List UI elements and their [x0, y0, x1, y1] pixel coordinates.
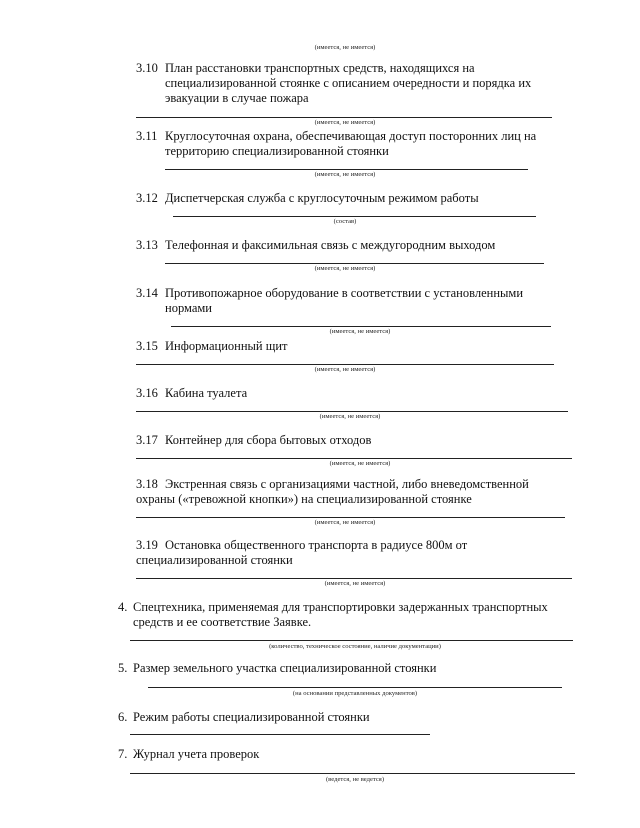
- fill-in-line: [130, 640, 573, 641]
- item-text-line: Противопожарное оборудование в соответствии с установленными: [165, 286, 524, 300]
- item-number: 3.14: [136, 286, 158, 300]
- item-number: 3.11: [136, 129, 158, 143]
- item-text-line: специализированной стоянки: [136, 553, 293, 567]
- field-caption: (имеется, не имеется): [314, 119, 376, 126]
- item-number: 3.13: [136, 238, 158, 252]
- item-text-line: территорию специализированной стоянки: [165, 144, 389, 158]
- top-caption: (имеется, не имеется): [314, 44, 376, 51]
- item-text-line: Экстренная связь с организациями частной, либо вневедомственной: [165, 477, 529, 491]
- section-number: 7.: [118, 747, 128, 761]
- item-number: 3.10: [136, 61, 158, 75]
- section-text-line: Спецтехника, применяемая для транспортировки задержанных транспортных: [133, 600, 548, 614]
- field-caption: (имеется, не имеется): [324, 580, 386, 587]
- item-text-line: охраны («тревожной кнопки») на специализированной стоянке: [136, 492, 472, 506]
- item-text-line: эвакуации в случае пожара: [165, 91, 309, 105]
- field-caption: (имеется, не имеется): [314, 366, 376, 373]
- item-text-line: специализированной стоянке с описанием очередности и порядка их: [165, 76, 532, 90]
- item-text-line: Остановка общественного транспорта в радиусе 800м от: [165, 538, 468, 552]
- section-text-line: Журнал учета проверок: [133, 747, 260, 761]
- fill-in-line: [136, 364, 554, 365]
- item-text-line: Контейнер для сбора бытовых отходов: [165, 433, 372, 447]
- fill-in-line: [136, 411, 568, 412]
- fill-in-line: [165, 169, 528, 170]
- fill-in-line: [136, 117, 552, 118]
- section-text-line: Режим работы специализированной стоянки: [133, 710, 370, 724]
- section-number: 6.: [118, 710, 128, 724]
- field-caption: (имеется, не имеется): [314, 171, 376, 178]
- section-number: 4.: [118, 600, 128, 614]
- field-caption: (имеется, не имеется): [329, 328, 391, 335]
- item-text-line: нормами: [165, 301, 212, 315]
- fill-in-line: [171, 326, 551, 327]
- field-caption: (имеется, не имеется): [329, 460, 391, 467]
- fill-in-line: [148, 687, 562, 688]
- field-caption: (количество, техническое состояние, наличие документации): [269, 643, 441, 650]
- item-number: 3.16: [136, 386, 158, 400]
- item-number: 3.18: [136, 477, 158, 491]
- field-caption: (имеется, не имеется): [314, 519, 376, 526]
- field-caption: (ведется, не ведется): [325, 776, 385, 783]
- fill-in-line: [136, 458, 572, 459]
- item-number: 3.15: [136, 339, 158, 353]
- fill-in-line: [173, 216, 536, 217]
- item-text-line: Диспетчерская служба с круглосуточным режимом работы: [165, 191, 479, 205]
- field-caption: (на основании представленных документов): [292, 690, 418, 697]
- fill-in-line: [136, 517, 565, 518]
- fill-in-line: [130, 773, 575, 774]
- item-text-line: Информационный щит: [165, 339, 288, 353]
- item-number: 3.12: [136, 191, 158, 205]
- item-text-line: Кабина туалета: [165, 386, 248, 400]
- section-text-line: средств и ее соответствие Заявке.: [133, 615, 312, 629]
- item-number: 3.19: [136, 538, 158, 552]
- section-number: 5.: [118, 661, 128, 675]
- fill-in-line: [130, 734, 430, 735]
- item-number: 3.17: [136, 433, 158, 447]
- field-caption: (имеется, не имеется): [314, 265, 376, 272]
- field-caption: (состав): [333, 218, 357, 225]
- field-caption: (имеется, не имеется): [319, 413, 381, 420]
- fill-in-line: [165, 263, 544, 264]
- section-text-line: Размер земельного участка специализированной стоянки: [133, 661, 437, 675]
- item-text-line: Телефонная и факсимильная связь с междугородним выходом: [165, 238, 496, 252]
- item-text-line: Круглосуточная охрана, обеспечивающая доступ посторонних лиц на: [165, 129, 537, 143]
- fill-in-line: [136, 578, 572, 579]
- item-text-line: План расстановки транспортных средств, находящихся на: [165, 61, 475, 75]
